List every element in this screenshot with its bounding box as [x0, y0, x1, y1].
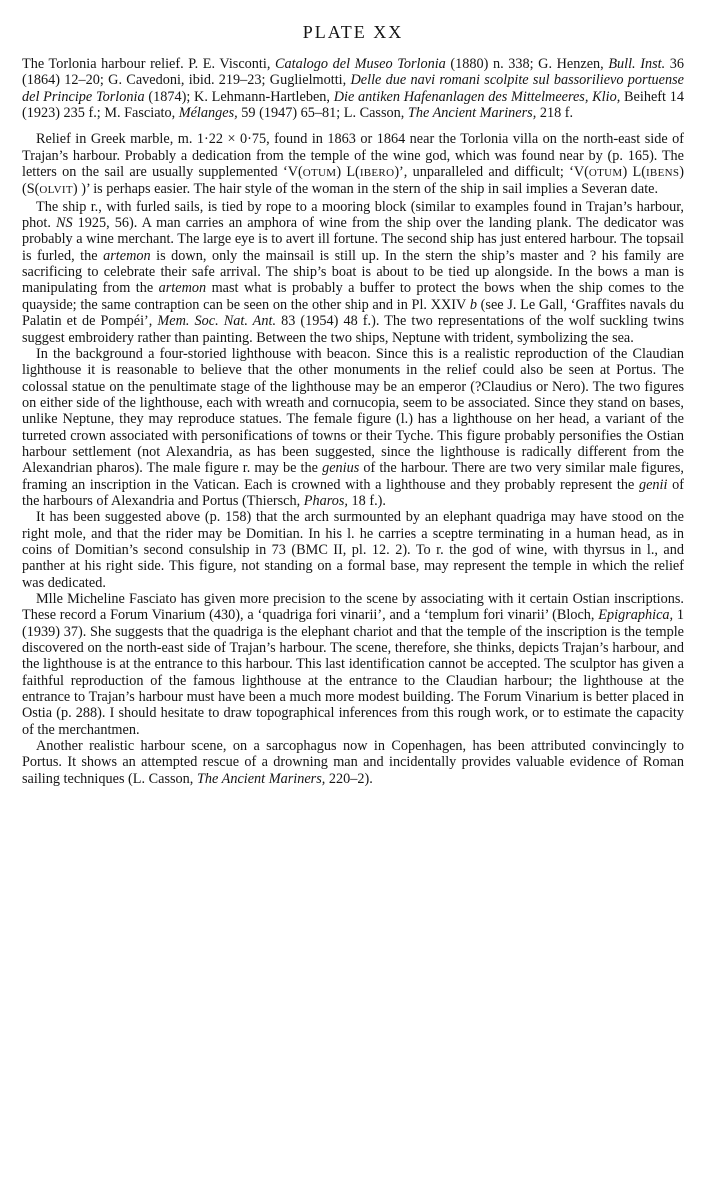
- italic-text: Delle due navi romani scolpite sul bassorilievo portuense del Principe Torlonia: [22, 72, 684, 105]
- italic-text: genius: [322, 460, 360, 477]
- text-run: ) L(: [336, 164, 360, 181]
- italic-text: Pharos,: [303, 492, 348, 509]
- italic-text: Catalogo del Museo Torlonia: [274, 56, 446, 72]
- italic-text: The Ancient Mariners,: [196, 770, 326, 787]
- bibliography-paragraph: [22, 56, 684, 121]
- body-text: [22, 131, 684, 787]
- italic-text: artemon: [158, 280, 207, 297]
- text-run: ) (S(: [22, 164, 684, 198]
- italic-text: genii: [638, 476, 668, 493]
- italic-text: Bull. Inst.: [608, 56, 666, 72]
- text-run: 18 f.).: [347, 492, 386, 509]
- italic-text: b: [469, 296, 477, 313]
- small-caps-text: IBERO: [359, 167, 395, 180]
- body-paragraph: [22, 509, 684, 591]
- text-run: 1 (1939) 37). She suggests that the quadriga is the elephant chariot and that the temple of the inscription is the temple discovered on the north-east side of Trajan’s harbour. The scene, therefore, she thinks, depicts Trajan’s harbour, and the lighthouse is at the entrance to this harbour. This last identification cannot be accepted. The sculptor has given a faithful reproduction of the famous lighthouse at the entrance to the Claudian harbour; the lighthouse at the entrance to Trajan’s harbour must have been a much more modest building. The Forum Vinarium is better placed in Ostia (p. 288). I should hesitate to draw topographical inferences from this rough work, or to estimate the capacity of the merchantmen.: [22, 607, 684, 738]
- text-run: 59 (1947) 65–81; L. Casson,: [237, 105, 408, 122]
- text-run: of the harbours of Alexandria and Portus (Thiersch,: [22, 476, 684, 509]
- text-run: Beiheft 14 (1923) 235 f.; M. Fasciato,: [22, 88, 685, 122]
- body-paragraph: [22, 199, 684, 346]
- small-caps-text: OTUM: [588, 167, 623, 180]
- text-run: 1925, 56). A man carries an amphora of wine from the ship over the landing plank. The dedicator was probably a wine merchant. The large eye is to avert ill fortune. The second ship has just entered harbour. The topsail is furled, the: [22, 215, 684, 264]
- text-run: The ship r., with furled sails, is tied by rope to a mooring block (similar to examples found in Trajan’s harbour, phot.: [22, 198, 684, 232]
- text-run: 36 (1864) 12–20; G. Cavedoni, ibid. 219–23; Guglielmotti,: [22, 56, 684, 89]
- text-run: ) )’ is perhaps easier. The hair style of the woman in the stern of the ship in sail implies a Severan date.: [72, 181, 659, 198]
- text-run: )’, unparalleled and difficult; ‘V(: [394, 164, 589, 181]
- text-run: 218 f.: [536, 105, 574, 122]
- small-caps-text: OTUM: [302, 167, 337, 180]
- text-run: 83 (1954) 48 f.). The two representations of the wolf suckling twins suggest embroidery rather than painting. Between the two ships, Neptune with trident, symbolizing the sea.: [22, 313, 684, 346]
- text-run: is down, only the mainsail is still up. In the stern the ship’s master and ? his family are sacrificing to celebrate their safe arrival. The ship’s boat is about to be tied up alongside. In the bows a man is manipulating from the: [22, 247, 684, 297]
- text-run: of the harbour. There are two very similar male figures, framing an inscription in the Vatican. Each is crowned with a lighthouse and they probably represent the: [22, 460, 684, 493]
- italic-text: artemon: [103, 247, 151, 264]
- text-run: It has been suggested above (p. 158) that the arch surmounted by an elephant quadriga may have stood on the right mole, and that the rider may be Domitian. In his l. he carries a sceptre terminating in a human head, as in coins of Domitian’s second consulship in 73 (BMC II, pl. 12. 2). To r. the god of wine, with thyrsus in l., and panther at his right side. This figure, not standing on a formal base, may represent the temple in which the relief was dedicated.: [22, 509, 684, 591]
- text-run: (1880) n. 338; G. Henzen,: [445, 56, 609, 72]
- text-run: The Torlonia harbour relief. P. E. Visconti,: [22, 56, 275, 72]
- text-run: (see J. Le Gall, ‘Graffites navals du Palatin et de Pompéi’,: [22, 296, 684, 330]
- body-paragraph: [22, 346, 684, 509]
- text-run: Relief in Greek marble, m. 1·22 × 0·75, found in 1863 or 1864 near the Torlonia villa on the north-east side of Trajan’s harbour. Probably a dedication from the temple of the wine god, which was found near by (p. 165). The letters on the sail are usually supplemented ‘V(: [22, 131, 684, 181]
- text-run: In the background a four-storied lighthouse with beacon. Since this is a realistic reproduction of the Claudian lighthouse it is reasonable to believe that the other monuments in the relief could also be seen at Portus. The colossal statue on the penultimate stage of the lighthouse may be an emperor (?Claudius or Nero). The two figures on either side of the lighthouse, each with wreath and cornucopia, seem to be associated. Since they stand on bases, unlike Neptune, they may reproduce statues. The female figure (l.) has a lighthouse on her head, a variant of the turreted crown associated with personifications of towns or their Tyche. This figure probably personifies the Ostian harbour settlement (not Alexandria, as has been suggested, since the lighthouse is radically different from the Alexandrian pharos). The male figure r. may be the: [22, 345, 684, 477]
- small-caps-text: OLVIT: [39, 184, 73, 197]
- italic-text: Die antiken Hafenanlagen des Mittelmeeres, Klio,: [333, 88, 621, 105]
- body-paragraph: [22, 131, 684, 198]
- italic-text: Mem. Soc. Nat. Ant.: [157, 313, 277, 330]
- body-paragraph: [22, 591, 684, 738]
- body-paragraph: [22, 738, 684, 787]
- text-run: Another realistic harbour scene, on a sarcophagus now in Copenhagen, has been attributed convincingly to Portus. It shows an attempted rescue of a drowning man and incidentally provides valuable evidence of Roman sailing techniques (L. Casson,: [22, 738, 684, 787]
- italic-text: NS: [55, 215, 73, 232]
- text-run: mast what is probably a buffer to protect the bows when the ship comes to the quayside; the same contraption can be seen on the other ship and in Pl. XXIV: [22, 280, 684, 313]
- small-caps-text: IBENS: [645, 167, 680, 180]
- italic-text: Epigraphica,: [598, 607, 674, 624]
- italic-text: Mélanges,: [178, 105, 238, 122]
- plate-title: PLATE XX: [302, 22, 404, 42]
- text-run: (1874); K. Lehmann-Hartleben,: [144, 88, 334, 105]
- text-run: 220–2).: [325, 770, 373, 787]
- italic-text: The Ancient Mariners,: [407, 105, 537, 122]
- text-run: ) L(: [622, 164, 646, 181]
- text-run: Mlle Micheline Fasciato has given more precision to the scene by associating with it certain Ostian inscriptions. These record a Forum Vinarium (430), a ‘quadriga fori vinarii’, and a ‘templum fori vinarii’ (Bloch,: [22, 591, 684, 624]
